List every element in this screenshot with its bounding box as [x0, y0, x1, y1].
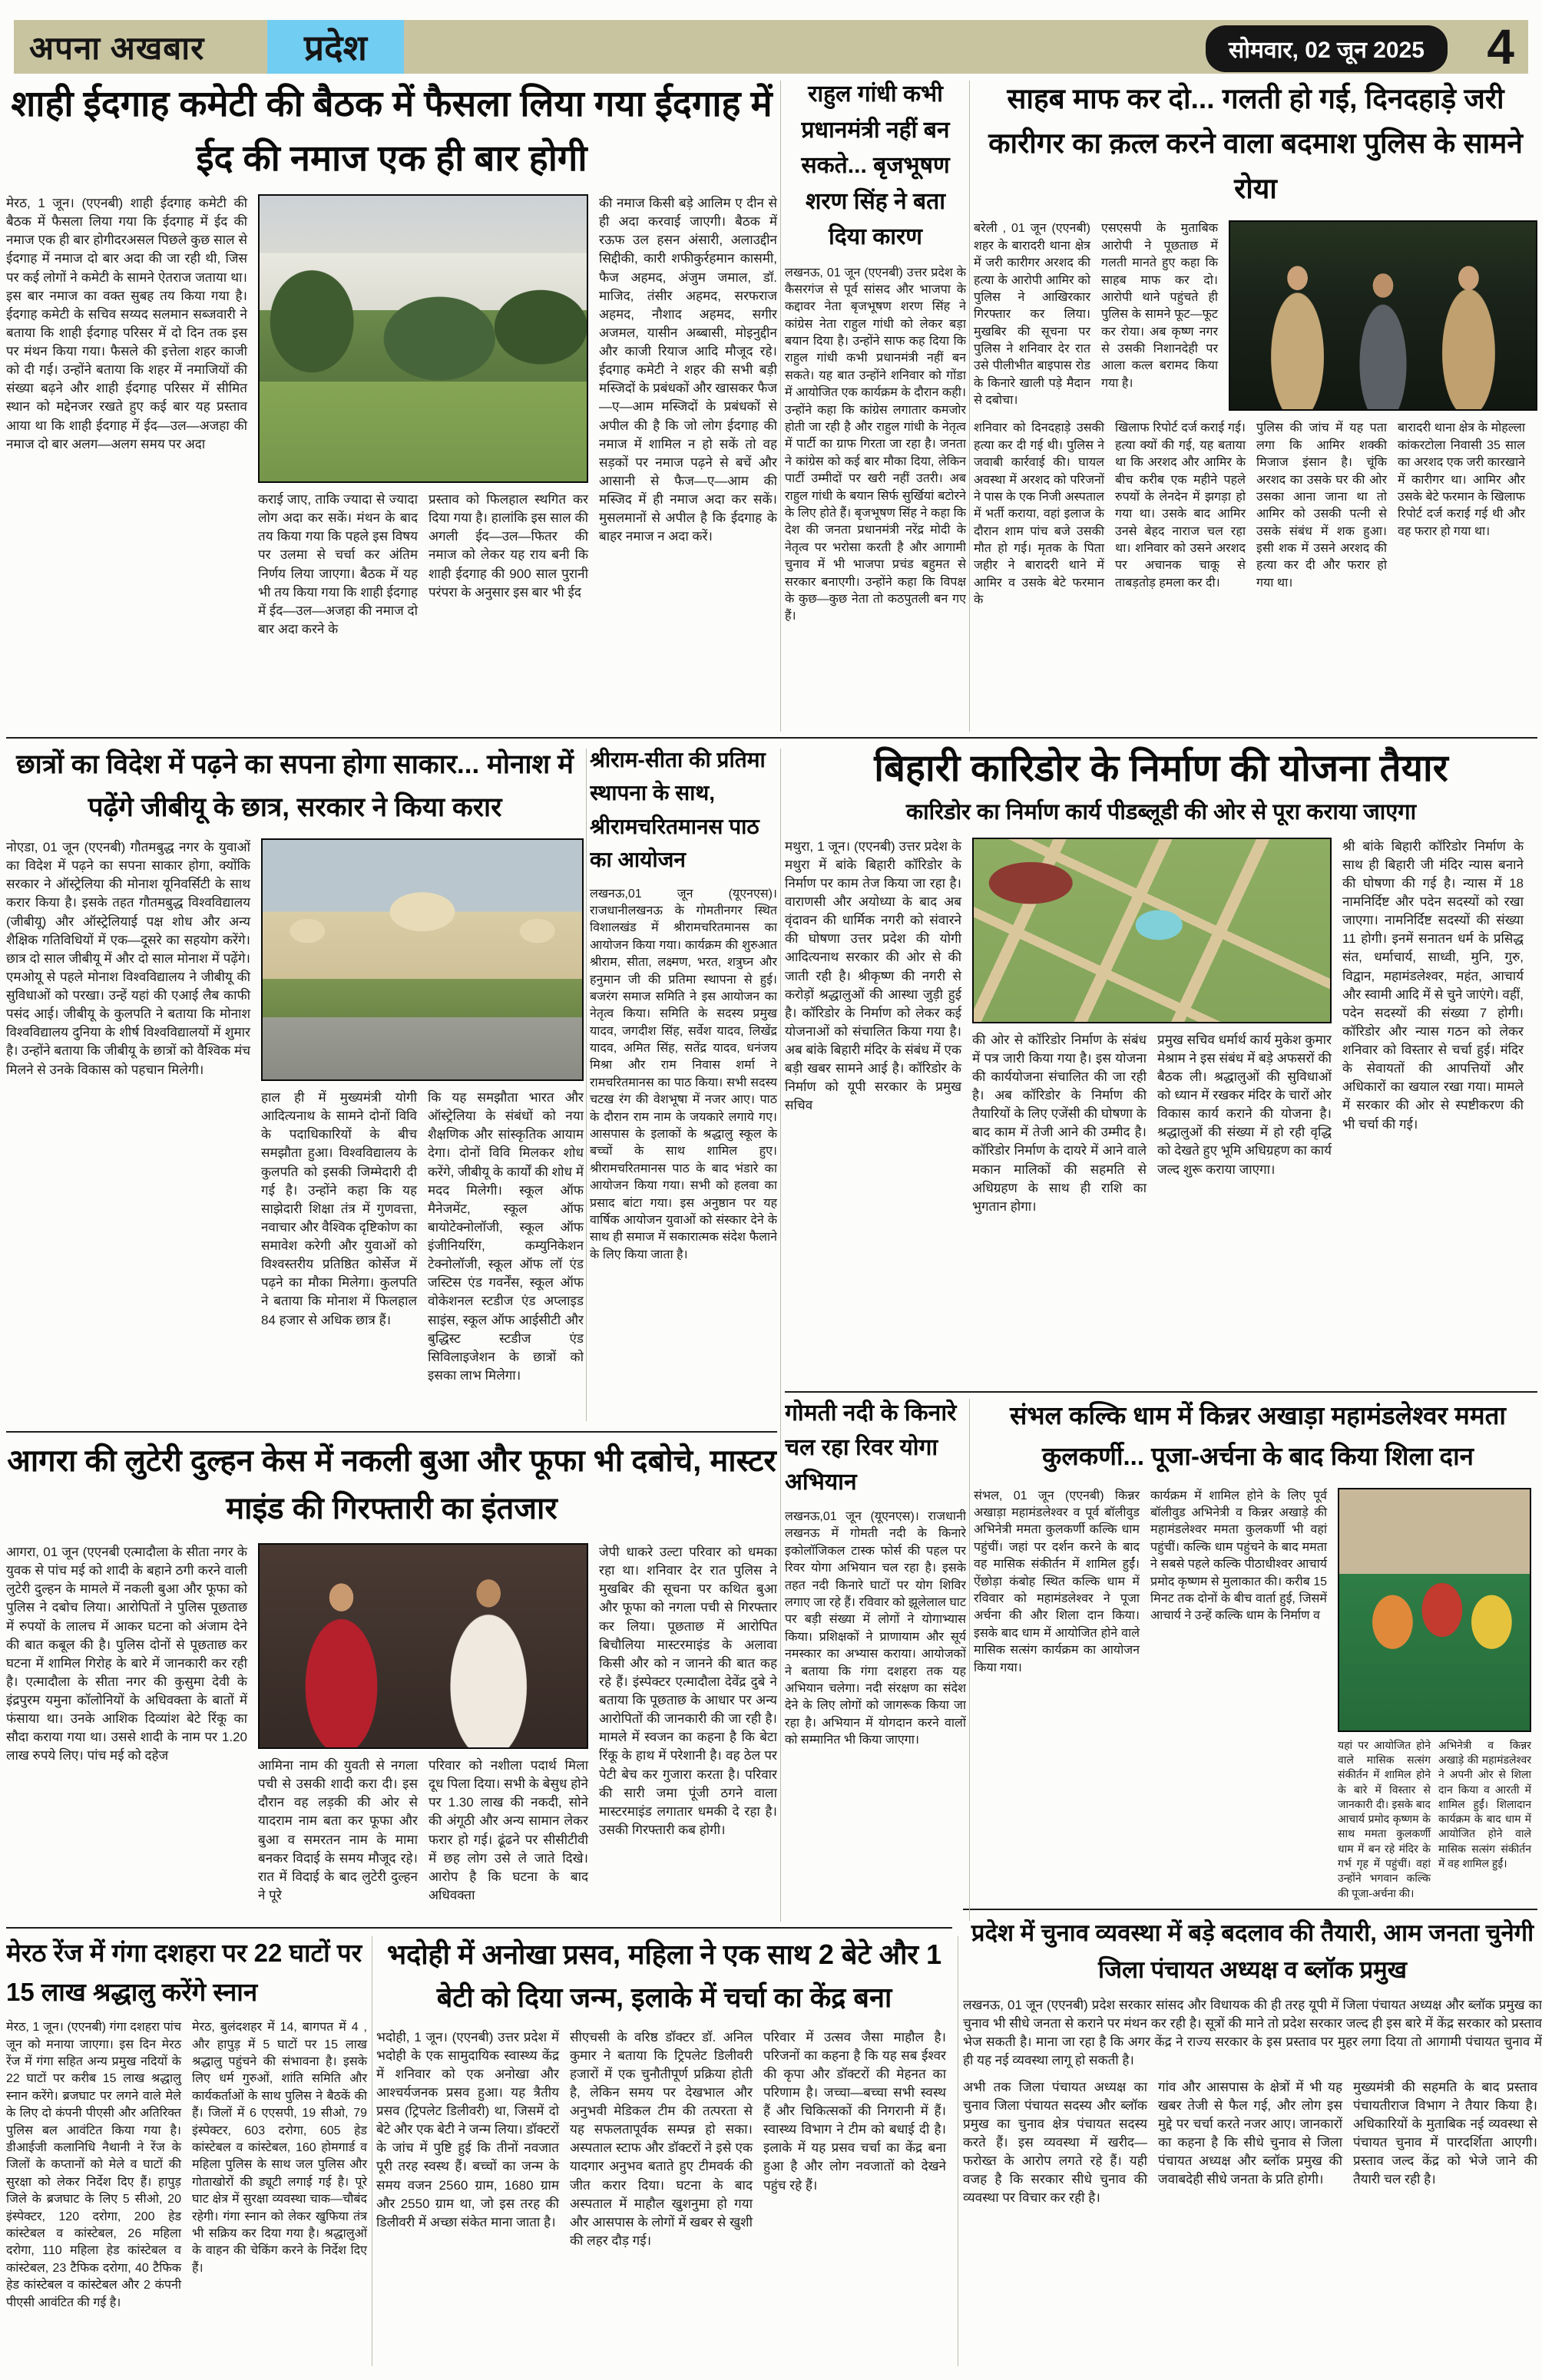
article-ganga [6, 1933, 369, 2369]
article-shriram [590, 743, 777, 1425]
article-bhadohi-headline: भदोही में अनोखा प्रसव, महिला ने एक साथ 2 बेटे और 1 बेटी को दिया जन्म, इलाके में चर्चा का केंद्र बना [386, 1939, 942, 2013]
article-eidgah-col3: प्रस्ताव को फिलहाल स्थगित कर दिया गया है। हालांकि इस साल की अगली ईद—उल—फितर की नमाज को लेकर यह राय बनी कि शाही ईदगाह की 900 साल पुरानी परंपरा के अनुसार इस बार भी ईद [429, 492, 588, 600]
article-rahul [785, 77, 966, 734]
article-bareilly-colt2: एसएसपी के मुताबिक आरोपी ने पूछताछ में गलती मानते हुए कहा कि साहब माफ कर दो। आरोपी थाने पहुंचते ही पुलिस के सामने फूट—फूट कर रोया। अब कृष्ण नगर से उसकी निशानदेही पर आला कत्ल बरामद किया गया है। [1101, 222, 1218, 390]
article-gbu-col3: कि यह समझौता भारत और ऑस्ट्रेलिया के संबंधों को नया शैक्षणिक और सांस्कृतिक आयाम देगा। दोनों विवि मिलकर शोध करेंगे, जीबीयू के कार्यों की शोध में मदद मिलेगी। स्कूल ऑफ मैनेजमेंट, स्कूल ऑफ बायोटेक्नोलॉजी, स्कूल ऑफ इंजीनियरिंग, कम्युनिकेशन टेक्नोलॉजी, स्कूल ऑफ लॉ एंड जस्टिस एंड गवर्नेंस, स्कूल ऑफ वोकेशनल स्टडीज एंड अप्लाइड साइंस, स्कूल ऑफ आईसीटी और बुद्धिस्ट स्टडीज एंड सिविलाइजेशन के छात्रों को इसका लाभ मिलेगा। [428, 1090, 584, 1383]
eidgah-ground-photo [258, 194, 588, 483]
gbu-gate-photo [261, 838, 584, 1081]
article-gomti-headline: गोमती नदी के किनारे चल रहा रिवर योगा अभियान [785, 1400, 957, 1495]
article-agra-col2: आमिना नाम की युवती से नगला पची से उसकी शादी करा दी। इस दौरान वह लड़की की ओर से यादराम नाम बता कर फूफा और बुआ व समरतन नाम के मामा बनकर विदाई के समय मौजूद रहे। रात में विदाई के बाद लुटेरी दुल्हन ने पूरे [258, 1758, 418, 1902]
article-panchayat-col3: मुख्यमंत्री की सहमति के बाद प्रस्ताव पंचायतीराज विभाग ने तैयार किया है। अधिकारियों के मुताबिक नई व्यवस्था से पंचायत चुनाव में पारदर्शिता आएगी। प्रस्ताव जल्द केंद्र को भेजे जाने की तैयारी चल रही है। [1353, 2079, 1537, 2187]
article-ganga-headline: मेरठ रेंज में गंगा दशहरा पर 22 घाटों पर 15 लाख श्रद्धालु करेंगे स्नान [6, 1939, 362, 2007]
masthead-bar [14, 20, 1528, 74]
article-eidgah-col1: मेरठ, 1 जून। (एएनबी) शाही ईदगाह कमेटी की बैठक में फैसला लिया गया कि ईदगाह में ईद की नमाज एक ही बार होगीदरअसल पिछले कुछ साल से ईदगाह में नमाज दो बार अदा की जा रही थी, जिस पर कई लोगों ने कमेटी के सामने ऐतराज जताया था। इस बार नमाज का वक्त सुबह तय किया गया है। ईदगाह कमेटी के सचिव सय्यद सलमान सब्जवारी ने बताया कि शाही ईदगाह परिसर में दो दिन तक इस पर मंथन किया गया। फैसले की इत्तेला शहर काजी को दी गई। उन्होंने बताया कि शहर में नमाजियों की संख्या बढ़ने और शाही ईदगाह परिसर में सीमित स्थान को मद्देनजर रखते हुए कई बार यह प्रस्ताव आया था कि शाही ईदगाह में ईद—उल—अजहा की नमाज दो बार अलग—अलग समय पर अदा [6, 196, 247, 451]
corridor-plan-photo [972, 838, 1332, 1023]
article-agra-col4: जेपी धाकरे उल्टा परिवार को धमका रहा था। शनिवार देर रात पुलिस ने मुखबिर की सूचना पर कथित बुआ और फूफा को नगला पची से गिरफ्तार कर लिया। पूछताछ में आरोपित बिचौलिया मास्टरमाइंड के अलावा किसी और को न जानने की बात कह रहे हैं। इंस्पेक्टर एत्मादौला देवेंद्र दुबे ने बताया कि पूछताछ के आधार पर अन्य आरोपितों की जानकारी की जा रही है। मामले में स्वजन का कहना है कि बेटा रिंकू के हाथ में परेशानी है। वह ठेल पर पेटी बेच कर गुजारा करता है। परिवार की सारी जमा पूंजी ठगने वाला मास्टरमाइंड लगातार धमकी दे रहा है। उसकी गिरफ्तारी कब होगी। [599, 1545, 777, 1837]
row-divider [6, 1431, 777, 1433]
article-shriram-headline: श्रीराम-सीता की प्रतिमा स्थापना के साथ, श्रीरामचरितमानस पाठ का आयोजन [590, 748, 766, 872]
column-rule [780, 749, 781, 1922]
article-eidgah [6, 77, 777, 734]
page-number: 4 [1487, 19, 1514, 74]
article-bareilly-col3: पुलिस की जांच में यह पता लगा कि आमिर शक्की मिजाज इंसान है। चूंकि अरशद का उसके घर की ओर उसका आना जाना था तो आमिर को उसकी पत्नी से उसके संबंध में शक हुआ। इसी शक में उसने अरशद की हत्या कर दी और फरार हो गया था। [1256, 421, 1387, 590]
row-divider [6, 1927, 952, 1929]
article-rahul-headline: राहुल गांधी कभी प्रधानमंत्री नहीं बन सकते... बृजभूषण शरण सिंह ने बता दिया कारण [801, 81, 950, 250]
article-bihari-subhead: कारिडोर का निर्माण कार्य पीडब्लूडी की ओर से पूरा कराया जाएगा [905, 800, 1417, 825]
article-sambhal-photo-block [1338, 1488, 1531, 1901]
article-ganga-col2: मेरठ, बुलंदशहर में 14, बागपत में 4 , और हापुड़ में 5 घाटों पर 15 लाख श्रद्धालु पहुंचने की संभावना है। इसके लिए धर्म गुरुओं, शांति समिति और कार्यकर्ताओं के साथ पुलिस ने बैठकें की हैं। जिलों में 6 एएसपी, 19 सीओ, 79 इंस्पेक्टर, 603 दरोगा, 605 हेड कांस्टेबल व कांस्टेबल, 160 होमगार्ड व महिला पुलिस के साथ जल पुलिस और गोताखोरों की ड्यूटी लगाई गई है। पूरे घाट क्षेत्र में सुरक्षा व्यवस्था चाक—चौबंद रहेगी। गंगा स्नान को लेकर खुफिया तंत्र भी सक्रिय कर दिया गया है। श्रद्धालुओं के वाहन की चेकिंग करने के निर्देश दिए हैं। [192, 2021, 367, 2275]
article-bihari-photo-block [972, 838, 1332, 1216]
article-gbu-col1: नोएडा, 01 जून (एएनबी) गौतमबुद्ध नगर के युवाओं का विदेश में पढ़ने का सपना साकार होगा, क्योंकि सरकार ने ऑस्ट्रेलिया की मोनाश यूनिवर्सिटी के साथ करार किया है। इसके तहत गौतमबुद्ध विश्वविद्यालय (जीबीयू) और ऑस्ट्रेलियाई पक्ष शोध और अन्य शैक्षिक गतिविधियों में एक—दूसरे का सहयोग करेंगे। छात्र दो साल जीबीयू में और दो साल मोनाश में पढ़ेंगे। एमओयू से पहले मोनाश विश्वविद्यालय ने जीबीयू की सुविधाओं को परखा। उन्हें यहां की एआई लैब काफी पसंद आई। जीबीयू के कुलपति ने बताया कि मोनाश विश्वविद्यालय दुनिया के शीर्ष विश्वविद्यालयों में शुमार है। उन्होंने बताया कि जीबीयू के छात्रों को वैश्विक मंच मिलने से उनके विकास को पहचान मिलेगी। [6, 840, 250, 1077]
article-agra-photo-block [258, 1543, 588, 1905]
article-bihari-col4: श्री बांके बिहारी कॉरिडोर निर्माण के साथ ही बिहारी जी मंदिर न्यास बनाने की घोषणा की गई है। न्यास में 18 नामनिर्दिष्ट और पदेन सदस्यों को रखा जाएगा। नामनिर्दिष्ट सदस्यों की संख्या 11 होगी। इनमें सनातन धर्म के प्रसिद्ध संत, धर्माचार्य, साध्वी, मुनि, गुरु, विद्वान, महामंडलेश्वर, महंत, आचार्य और स्वामी आदि में से चुने जाएंगे। वहीं, पदेन सदस्यों की संख्या 7 होगी। कॉरिडोर और न्यास गठन को लेकर शनिवार को विस्तार से चर्चा हुई। मंदिर के सेवायतों की आपत्तियों और अधिकारों का खयाल रखा गया। मामले में सरकार की ओर से स्पष्टीकरण की भी चर्चा की गई। [1342, 838, 1524, 1132]
article-ganga-col1: मेरठ, 1 जून। (एएनबी) गंगा दशहरा पांच जून को मनाया जाएगा। इस दिन मेरठ रेंज में गंगा सहित अन्य प्रमुख नदियों के 22 घाटों पर करीब 15 लाख श्रद्धालु स्नान करेंगे। ब्रजघाट पर लगने वाले मेले के लिए दो कंपनी पीएसी और अतिरिक्त पुलिस बल आवंटित किया गया है। डीआईजी कलानिधि नैथानी ने रेंज के जिलों के कप्तानों को मेले व घाटों की सुरक्षा को लेकर निर्देश दिए हैं। हापुड़ जिले के ब्रजघाट के लिए 5 सीओ, 20 इंस्पेक्टर, 120 दरोगा, 200 हेड कांस्टेबल व कांस्टेबल, 26 महिला दरोगा, 110 महिला हेड कांस्टेबल व कांस्टेबल, 23 टैफिक दरोगा, 40 टैफिक हेड कांस्टेबल व कांस्टेबल और 2 कंपनी पीएसी आवंटित की गई है। [6, 2021, 181, 2309]
column-rule [969, 1399, 970, 1921]
article-gomti [785, 1396, 966, 1924]
article-panchayat-col1: अभी तक जिला पंचायत अध्यक्ष का चुनाव जिला पंचायत सदस्य और ब्लॉक प्रमुख का चुनाव क्षेत्र पंचायत सदस्य करते हैं। इस व्यवस्था में खरीद—फरोख्त के आरोप लगते रहे हैं। यही वजह है कि सरकार सीधे चुनाव की व्यवस्था पर विचार कर रही है। [963, 2079, 1147, 2206]
article-bareilly [974, 77, 1537, 734]
article-panchayat [963, 1915, 1542, 2369]
masthead-title: अपना अखबार [29, 29, 205, 66]
article-eidgah-photo-block [258, 194, 588, 639]
article-bareilly-colt1: बरेली , 01 जून (एएनबी) शहर के बारादरी थाना क्षेत्र में जरी कारीगर अरशद की हत्या के आरोपी आमिर को पुलिस ने आखिरकार गिरफ्तार कर लिया। मुखबिर की सूचना पर पुलिस ने शनिवार देर रात उसे पीलीभीत बाइपास रोड के किनारे खाली पड़े मैदान से दबोचा। [974, 222, 1090, 408]
row-divider [6, 737, 1537, 739]
article-bhadohi-col3: परिवार में उत्सव जैसा माहौल है। परिजनों का कहना है कि यह सब ईश्वर की कृपा और डॉक्टरों की मेहनत का परिणाम है। जच्चा—बच्चा सभी स्वस्थ हैं और चिकित्सकों की निगरानी में हैं। स्वास्थ्य विभाग ने टीम को बधाई दी है। इलाके में यह प्रसव चर्चा का केंद्र बना हुआ है और लोग नवजातों को देखने पहुंच रहे हैं। [763, 2029, 946, 2193]
article-gbu [6, 743, 584, 1425]
article-bareilly-col2: खिलाफ रिपोर्ट दर्ज कराई गई। हत्या क्यों की गई, यह बताया था कि अरशद और आमिर के बीच करीब एक महीने पहले रुपयों के लेनदेन में झगड़ा हो गया था। उसके बाद आमिर उनसे बेहद नाराज चल रहा था। शनिवार को उसने अरशद पर अचानक चाकू से ताबड़तोड़ हमला कर दी। [1115, 421, 1246, 590]
article-agra-col1: आगरा, 01 जून (एएनबी एत्मादौला के सीता नगर के युवक से पांच मई को शादी के बहाने ठगी करने वाली लुटेरी दुल्हन के मामले में नकली बुआ और फूफा को पुलिस ने दबोच लिया। आरोपितों ने पुलिस पूछताछ में रुपयों के लालच में आकर घटना को अंजाम देने की बात कबूल की है। पुलिस दोनों से पूछताछ कर घटना में शामिल गिरोह के बारे में जानकारी कर रही है। एत्मादौला के सीता नगर की कुसुमा देवी के इंद्रपुरम यमुना कॉलोनियों के अधिवक्ता के बातों में फंसाया था। उनके आशिक दिव्यांश बेटे रिंकू का सौदा कराया गया था। उससे शादी के नाम पर 1.20 लाख रुपये लिए। पांच मई को दहेज [6, 1545, 247, 1764]
column-rule [969, 81, 970, 732]
article-bareilly-col4: बारादरी थाना क्षेत्र के मोहल्ला कांकरटोला निवासी 35 साल का अरशद एक जरी कारखाने में कारीगर था। आमिर और उसके बेटे फरमान के खिलाफ रिपोर्ट दर्ज कराई गई थी और वह फरार हो गया था। [1398, 421, 1525, 538]
date-badge: सोमवार, 02 जून 2025 [1206, 25, 1448, 72]
article-panchayat-headline: प्रदेश में चुनाव व्यवस्था में बड़े बदलाव की तैयारी, आम जनता चुनेगी जिला पंचायत अध्यक्ष व ब्लॉक प्रमुख [971, 1919, 1534, 1984]
article-panchayat-intro: लखनऊ, 01 जून (एएनबी) प्रदेश सरकार सांसद और विधायक की ही तरह यूपी में जिला पंचायत अध्यक्ष और ब्लॉक प्रमुख का चुनाव भी सीधे जनता से कराने पर मंथन कर रही है। सूत्रों की माने तो प्रदेश सरकार जल्द ही इस बारे में केंद्र सरकार को प्रस्ताव भेज सकती है। माना जा रहा है कि अगर केंद्र ने राज्य सरकार के इस प्रस्ताव पर मुहर लगा दिया तो आगामी पंचायत चुनाव में ही यह नई व्यवस्था लागू हो सकती है। [963, 1998, 1542, 2068]
article-agra-headline: आगरा की लुटेरी दुल्हन केस में नकली बुआ और फूफा भी दबोचे, मास्टर माइंड की गिरफ्तारी का इंतजार [7, 1444, 776, 1526]
article-rahul-body: लखनऊ, 01 जून (एएनबी) उत्तर प्रदेश के कैसरगंज से पूर्व सांसद और भाजपा के कद्दावर नेता बृजभूषण शरण सिंह ने कांग्रेस नेता राहुल गांधी को लेकर बड़ा बयान दिया है। उन्होंने साफ कह दिया कि राहुल गांधी कभी प्रधानमंत्री नहीं बन सकते। यह बात उन्होंने शनिवार को गोंडा में आयोजित एक कार्यक्रम के दौरान कही। उन्होंने कहा कि कांग्रेस लगातार कमजोर होती जा रही है और राहुल गांधी के नेतृत्व में पार्टी का ग्राफ गिरता जा रहा है। जनता ने कांग्रेस को कई बार मौका दिया, लेकिन पार्टी उम्मीदों पर खरी नहीं उतरी। अब राहुल गांधी के बयान सिर्फ सुर्खियां बटोरने के लिए होते हैं। बृजभूषण सिंह ने कहा कि देश की जनता प्रधानमंत्री नरेंद्र मोदी के नेतृत्व पर भरोसा करती है और आगामी चुनाव में भी भाजपा प्रचंड बहुमत से सरकार बनाएगी। उन्होंने कहा कि विपक्ष के कुछ—कुछ नेता तो कठपुतली बन गए हैं। [785, 266, 966, 623]
article-shriram-body: लखनऊ,01 जून (यूएनएस)। राजधानीलखनऊ के गोमतीनगर स्थित विशालखंड में श्रीरामचरितमानस का आयोजन किया गया। कार्यक्रम की शुरुआत श्रीराम, सीता, लक्ष्मण, भरत, शत्रुघ्न और हनुमान जी की प्रतिमा स्थापना से हुई। बजरंग समाज समिति ने इस आयोजन का नेतृत्व किया। समिति के सदस्य प्रमुख यादव, जगदीश सिंह, सर्वेश यादव, लिखेंद्र यादव, अमित सिंह, सतेंद्र यादव, धनंजय मिश्रा और राम निवास शर्मा ने रामचरितमानस का पाठ किया। सभी सदस्य चटख रंग की वेशभूषा में नजर आए। पाठ के दौरान राम नाम के जयकारे लगाये गए। आसपास के इलाकों के श्रद्धालु स्कूल के बच्चों के साथ शामिल हुए। श्रीरामचरितमानस पाठ के बाद भंडारे का आयोजन किया गया। सभी को हलवा का प्रसाद बांटा गया। इस अनुष्ठान पर यह वार्षिक आयोजन युवाओं को संस्कार देने के साथ ही समाज में सकारात्मक संदेश फैलाने के लिए किया जाता है। [590, 887, 777, 1261]
article-bhadohi-col1: भदोही, 1 जून। (एएनबी) उत्तर प्रदेश में भदोही के एक सामुदायिक स्वास्थ्य केंद्र में शनिवार को एक अनोखा और आश्चर्यजनक प्रसव हुआ। यह त्रैतीय प्रसव (ट्रिपलेट डिलीवरी) था, जिसमें दो बेटे और एक बेटी ने जन्म लिया। डॉक्टरों के जांच में पुष्टि हुई कि तीनों नवजात पूरी तरह स्वस्थ हैं। बच्चों का जन्म के समय वजन 2560 ग्राम, 1680 ग्राम और 2550 ग्राम था, जो इस तरह की डिलीवरी में अच्छा संकेत माना जाता है। [376, 2029, 559, 2230]
article-bareilly-headline: साहब माफ कर दो... गलती हो गई, दिनदहाड़े जरी कारीगर का क़त्ल करने वाला बदमाश पुलिस के सामने रोया [988, 83, 1523, 204]
article-gbu-headline: छात्रों का विदेश में पढ़ने का सपना होगा साकार... मोनाश में पढ़ेंगे जीबीयू के छात्र, सरकार ने किया करार [16, 749, 574, 822]
article-agra-col3: परिवार को नशीला पदार्थ मिला दूध पिला दिया। सभी के बेसुध होने पर 1.30 लाख की नकदी, सोने की अंगूठी और अन्य सामान लेकर फरार हो गई। ढूंढने पर सीसीटीवी में छह लोग उसे ले जाते दिखे। आरोप है कि घटना के बाद अधिवक्ता [429, 1758, 588, 1902]
article-bihari [785, 743, 1537, 1390]
article-eidgah-col2: कराई जाए, ताकि ज्यादा से ज्यादा लोग अदा कर सकें। मंथन के बाद तय किया गया कि पहले इस विषय पर उलमा से चर्चा कर अंतिम निर्णय लिया जाएगा। बैठक में यह भी तय किया गया कि शाही ईदगाह में ईद—उल—अजहा की नमाज दो बार अदा करने के [258, 492, 418, 636]
article-sambhal [974, 1396, 1542, 1924]
article-gomti-body: लखनऊ,01 जून (यूएनएस)। राजधानी लखनऊ में गोमती नदी के किनारे इकोलॉजिकल टास्क फोर्स की पहल पर रिवर योगा अभियान चल रहा है। इसके तहत नदी किनारे घाटों पर योग शिविर लगाए जा रहे हैं। रविवार को झूलेलाल घाट पर बड़ी संख्या में लोगों ने योगाभ्यास किया। प्रशिक्षकों ने प्राणायाम और सूर्य नमस्कार का अभ्यास कराया। आयोजकों ने बताया कि गंगा दशहरा तक यह अभियान चलेगा। नदी संरक्षण का संदेश देने के लिए लोगों को जागरूक किया जा रहा है। अभियान में योगदान करने वालों को सम्मानित भी किया जाएगा। [785, 1510, 966, 1747]
column-rule [780, 81, 781, 732]
article-bhadohi [376, 1933, 952, 2369]
article-sambhal-col3: यहां पर आयोजित होने वाले मासिक सत्संग संकीर्तन में शामिल होने के बारे में विस्तार से जानकारी दी। इसके बाद आचार्य प्रमोद कृष्णम के साथ ममता कुलकर्णी धाम में बन रहे मंदिर के गर्भ गृह में पहुंचीं। वहां उन्होंने भगवान कल्कि की पूजा-अर्चना की। [1338, 1738, 1431, 1899]
article-eidgah-headline: शाही ईदगाह कमेटी की बैठक में फैसला लिया गया ईदगाह में ईद की नमाज एक ही बार होगी [11, 83, 773, 178]
column-rule [586, 749, 587, 1421]
article-bhadohi-col2: सीएचसी के वरिष्ठ डॉक्टर डॉ. अनिल कुमार ने बताया कि ट्रिपलेट डिलीवरी हजारों में एक चुनौतीपूर्ण प्रक्रिया होती है, लेकिन समय पर देखभाल और अनुभवी मेडिकल टीम की तत्परता से यह सफलतापूर्वक सम्पन्न हो सका। अस्पताल स्टाफ और डॉक्टरों ने इसे एक यादगार अनुभव बताते हुए टीमवर्क की जीत करार दिया। घटना के बाद अस्पताल में माहौल खुशनुमा हो गया और आसपास के लोगों में खबर से खुशी की लहर दौड़ गई। [570, 2029, 753, 2248]
section-label: प्रदेश [267, 20, 404, 74]
shila-daan-photo [1338, 1488, 1531, 1732]
article-sambhal-col1: संभल, 01 जून (एएनबी) किन्नर अखाड़ा महामंडलेश्वर व पूर्व बॉलीवुड अभिनेत्री ममता कुलकर्णी कल्कि धाम पहुंचीं। जहां पर दर्शन करने के बाद वह मासिक संकीर्तन में शामिल हुईं। ऐंछोड़ा कंबोह स्थित कल्कि धाम में रविवार को महामंडलेश्वर ने पूजा अर्चना की और शिला दान किया। इसके बाद धाम में आयोजित होने वाले मासिक सत्संग कार्यक्रम का आयोजन किया गया। [974, 1489, 1140, 1674]
row-divider [785, 1391, 1537, 1393]
bride-groom-photo [258, 1543, 588, 1749]
article-sambhal-col4: अभिनेत्री व किन्नर अखाड़े की महामंडलेश्वर ने अपनी ओर से शिला दान किया व आरती में शामिल हुईं। शिलादान कार्यक्रम के बाद धाम में आयोजित होने वाले मासिक सत्संग संकीर्तन में वह शामिल हुईं। [1438, 1738, 1531, 1870]
article-bihari-col2: की ओर से कॉरिडोर निर्माण के संबंध में पत्र जारी किया गया है। इस योजना की कार्ययोजना संचालित की जा रही है। अब कॉरिडोर के निर्माण की तैयारियों के लिए एजेंसी की घोषणा के बाद काम में तेजी आने की उम्मीद है। कॉरिडोर निर्माण के दायरे में आने वाले मकान मालिकों की सहमति से अधिग्रहण के साथ ही राशि का भुगतान होगा। [972, 1032, 1147, 1214]
article-bareilly-col1: शनिवार को दिनदहाड़े उसकी हत्या कर दी गई थी। पुलिस ने जवाबी कार्रवाई की। घायल अवस्था में अरशद को परिजनों ने पास के एक निजी अस्पताल में भर्ती कराया, वहां इलाज के दौरान शाम पांच बजे उसकी मौत हो गई। मृतक के पिता जहीर ने बारादरी थाने में आमिर व उसके बेटे फरमान के [974, 421, 1104, 607]
row-divider [963, 1909, 1537, 1910]
article-gbu-col2: हाल ही में मुख्यमंत्री योगी आदित्यनाथ के सामने दोनों विवि के पदाधिकारियों के बीच समझौता हुआ। विश्वविद्यालय के कुलपति को इसकी जिम्मेदारी दी गई है। उन्होंने कहा कि यह साझेदारी शिक्षा तंत्र में गुणवत्ता, नवाचार और वैश्विक दृष्टिकोण का समावेश करेगी और युवाओं को विश्वस्तरीय प्रतिष्ठित कोर्सेज में पढ़ने का मौका मिलेगा। कुलपति ने बताया कि मोनाश में फिलहाल 84 हजार से अधिक छात्र हैं। [261, 1090, 417, 1327]
article-bihari-col1: मथुरा, 1 जून। (एएनबी) उत्तर प्रदेश के मथुरा में बांके बिहारी कॉरिडोर के निर्माण पर काम तेज किया जा रहा है। वाराणसी और अयोध्या के बाद अब वृंदावन की धार्मिक नगरी को संवारने की घोषणा उत्तर प्रदेश की योगी आदित्यनाथ सरकार की ओर से की जाती रही है। श्रीकृष्ण की नगरी से करोड़ों श्रद्धालुओं की आस्था जुड़ी हुई है। कॉरिडोर के निर्माण को लेकर कई योजनाओं को संचालित किया गया है। अब बांके बिहारी मंदिर के संबंध में एक बड़ी खबर सामने आई है। कॉरिडोर के निर्माण को यूपी सरकार के प्रमुख सचिव [785, 838, 961, 1113]
article-bihari-headline: बिहारी कारिडोर के निर्माण की योजना तैयार [874, 748, 1448, 789]
article-sambhal-headline: संभल कल्कि धाम में किन्नर अखाड़ा महामंडलेश्वर ममता कुलकर्णी... पूजा-अर्चना के बाद किया शिला दान [1010, 1401, 1506, 1470]
article-panchayat-col2: गांव और आसपास के क्षेत्रों में भी यह खबर तेजी से फैल गई, और लोग इस मुद्दे पर चर्चा करते नजर आए। जानकारों का कहना है कि सीधे चुनाव से जिला पंचायत अध्यक्ष और ब्लॉक प्रमुख की जवाबदेही सीधे जनता के प्रति होगी। [1158, 2079, 1342, 2187]
article-agra [6, 1437, 777, 1924]
article-bihari-col3: प्रमुख सचिव धर्मार्थ कार्य मुकेश कुमार मेश्राम ने इस संबंध में बड़े अफसरों की बैठक ली। श्रद्धालुओं की सुविधाओं को ध्यान में रखकर मंदिर के चारों ओर विकास कार्य कराने की योजना है। श्रद्धालुओं की संख्या में हो रही वृद्धि को देखते हुए भूमि अधिग्रहण का कार्य जल्द शुरू कराया जाएगा। [1157, 1032, 1332, 1177]
article-sambhal-col2: कार्यक्रम में शामिल होने के लिए पूर्व बॉलीवुड अभिनेत्री व किन्नर अखाड़े की महामंडलेश्वर ममता कुलकर्णी भी वहां पहुंचीं। कल्कि धाम पहुंचने के बाद ममता ने सबसे पहले कल्कि पीठाधीश्वर आचार्य प्रमोद कृष्णम से मुलाकात की। करीब 15 मिनट तक दोनों के बीच वार्ता हुई, जिसमें आचार्य ने उन्हें कल्कि धाम के निर्माण व [1150, 1489, 1327, 1623]
article-gbu-photo-block [261, 838, 584, 1385]
article-eidgah-col4: की नमाज किसी बड़े आलिम ए दीन से ही अदा करवाई जाएगी। बैठक में रऊफ उल हसन अंसारी, अलाउद्दीन सिद्दीकी, कारी शफीकुर्रहमान कासमी, फैज अहमद, अंजुम जमाल, डॉ. माजिद, तंसीर अहमद, सरफराज अहमद, नौशाद अहमद, सगीर अजमल, यासीन अब्बासी, मोइनुद्दीन और काजी रियाज आदि मौजूद रहे। ईदगाह कमेटी ने शहर की सभी बड़ी मस्जिदों के प्रबंधकों और खासकर फैज—ए—आम मस्जिदों के प्रबंधकों से अपील की है कि जो लोग ईदगाह की नमाज में शामिल न हो सकें तो वह सड़कों पर नमाज पढ़ने से बचें और आसानी से फैज—ए—आम की मस्जिद में ही नमाज अदा कर सकें। मुसलमानों से अपील है कि ईदगाह के बाहर नमाज न अदा करें। [599, 196, 777, 544]
arrest-photo [1229, 220, 1537, 411]
